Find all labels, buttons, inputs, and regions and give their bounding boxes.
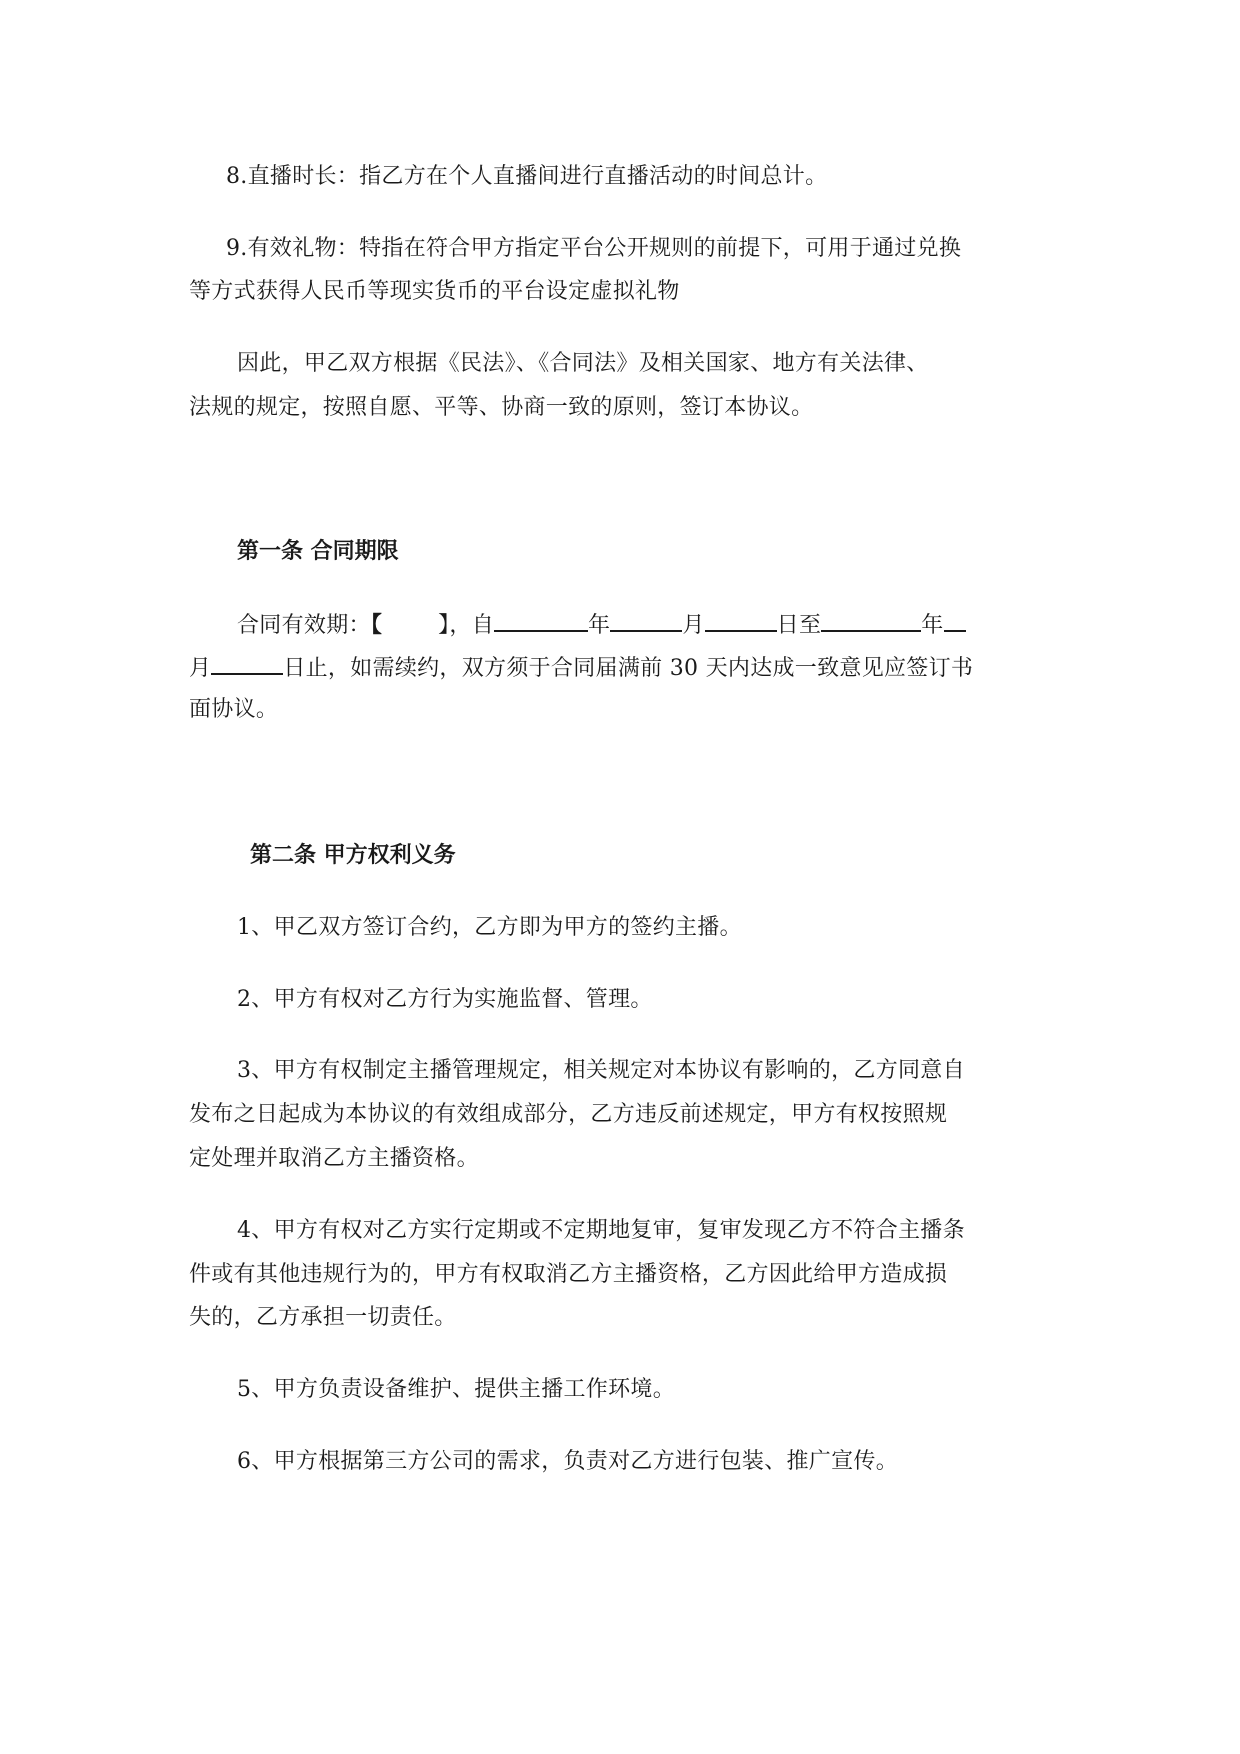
start-month-blank <box>610 608 682 632</box>
article-2-item-1: 1、甲乙双方签订合约，乙方即为甲方的签约主播。 <box>237 915 742 940</box>
start-day-blank <box>705 608 777 632</box>
article-1-line-2 <box>189 651 1059 685</box>
validity-label: 合同有效期： <box>237 613 371 638</box>
bracket-open: 【 <box>370 612 383 638</box>
article-2-item-3-line-2: 发布之日起成为本协议的有效组成部分，乙方违反前述规定，甲方有权按照规 <box>189 1102 948 1127</box>
start-year-blank <box>494 608 588 632</box>
article-2-item-4-line-3: 失的，乙方承担一切责任。 <box>189 1305 457 1330</box>
end-day-blank <box>211 651 283 675</box>
preamble-line-2: 法规的规定，按照自愿、平等、协商一致的原则，签订本协议。 <box>189 395 814 420</box>
article-2-item-6: 6、甲方根据第三方公司的需求，负责对乙方进行包装、推广宣传。 <box>237 1449 898 1474</box>
end-year-blank <box>821 608 921 632</box>
article-1-title: 第一条 合同期限 <box>237 539 399 564</box>
end-month-blank <box>944 608 966 632</box>
start-year-unit: 年 <box>588 613 611 638</box>
article-2-item-4-line-2: 件或有其他违规行为的，甲方有权取消乙方主播资格，乙方因此给甲方造成损 <box>189 1262 948 1287</box>
article-2-item-4-line-1: 4、甲方有权对乙方实行定期或不定期地复审，复审发现乙方不符合主播条 <box>237 1218 965 1243</box>
end-month-unit: 月 <box>189 656 212 681</box>
definition-item-8: 8.直播时长：指乙方在个人直播间进行直播活动的时间总计。 <box>226 164 828 189</box>
article-2-item-3-line-3: 定处理并取消乙方主播资格。 <box>189 1146 479 1171</box>
end-year-unit: 年 <box>921 613 944 638</box>
article-2-item-5: 5、甲方负责设备维护、提供主播工作环境。 <box>237 1377 675 1402</box>
article-1-line-3: 面协议。 <box>189 697 279 722</box>
article-2-item-3-line-1: 3、甲方有权制定主播管理规定，相关规定对本协议有影响的，乙方同意自 <box>237 1058 965 1083</box>
start-day-unit: 日至 <box>776 613 822 638</box>
article-1-validity-line <box>237 608 1107 642</box>
start-month-unit: 月 <box>682 613 705 638</box>
article-1-line-2-text: 日止，如需续约，双方须于合同届满前 30 天内达成一致意见应签订书 <box>283 656 974 681</box>
definition-item-9-line-1: 9.有效礼物：特指在符合甲方指定平台公开规则的前提下，可用于通过兑换 <box>226 236 962 261</box>
bracket-close: 】，自 <box>438 613 495 638</box>
preamble-line-1: 因此，甲乙双方根据《民法》、《合同法》及相关国家、地方有关法律、 <box>237 351 929 376</box>
article-2-title: 第二条 甲方权利义务 <box>250 843 456 868</box>
article-2-item-2: 2、甲方有权对乙方行为实施监督、管理。 <box>237 987 653 1012</box>
definition-item-9-line-2: 等方式获得人民币等现实货币的平台设定虚拟礼物 <box>189 279 680 304</box>
